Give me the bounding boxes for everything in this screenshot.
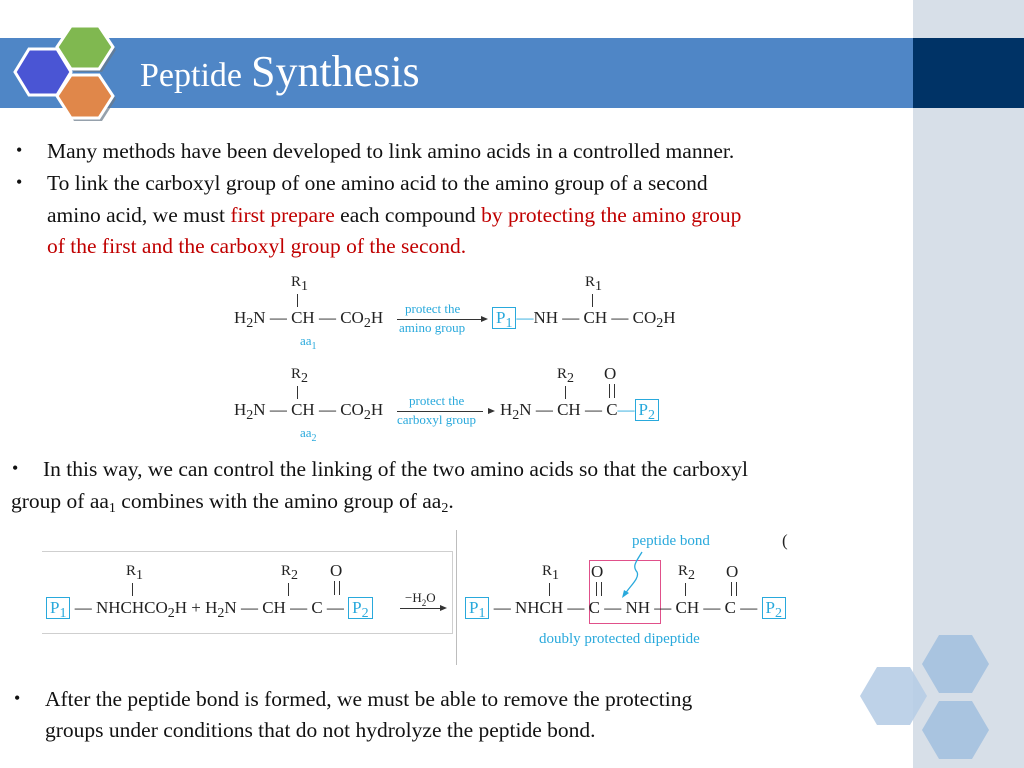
protecting-group-p2: $P_2$ (762, 597, 786, 619)
decorative-hexagons-icon (855, 625, 1024, 768)
bullet-2-line-3: of the first and the carboxyl group of the second. (47, 234, 467, 258)
bullet-3-line-2: group of $aa_1$ combines with the amino group of $aa_2$. (11, 489, 454, 516)
r1-substituent: $R_1$ (585, 274, 603, 294)
bond-line (297, 294, 298, 307)
peptide-bond-pointer-icon (610, 550, 650, 600)
double-bond (731, 582, 737, 596)
arrow-head-icon (481, 316, 488, 322)
carbonyl-oxygen: O (604, 364, 617, 383)
bullet-2-line-1: To link the carboxyl group of one amino acid to the amino group of a second (47, 171, 708, 195)
carbonyl-oxygen: O (726, 562, 739, 581)
slide-title (140, 44, 420, 104)
title-word-peptide: Peptide (140, 57, 242, 94)
bullet-4-line-2: groups under conditions that do not hydrolyze the peptide bond. (45, 718, 596, 742)
bond-line (297, 386, 298, 399)
protecting-group-p1: $P_1$ (492, 307, 516, 329)
highlight-protecting: by protecting the amino group (481, 203, 742, 227)
hexagon-logo-icon (0, 18, 125, 128)
bond-line (288, 583, 289, 596)
coupling-reactants-box (42, 551, 453, 634)
arrow-label-top: protect the (405, 301, 461, 316)
arrow-label-bottom: amino group (399, 320, 466, 335)
protecting-group-p2: $P_2$ (348, 597, 372, 619)
aa2-formula: $H_2N$ — CH — $CO_2H$ (234, 400, 384, 423)
bullet-2-line-2 (47, 200, 741, 231)
r2-substituent: $R_2$ (678, 563, 696, 583)
r2-substituent: $R_2$ (291, 366, 309, 386)
aa2-label: $aa_2$ (300, 425, 317, 444)
bond-line (549, 583, 550, 596)
reaction-arrow (400, 608, 442, 609)
r1-substituent: $R_1$ (291, 274, 309, 294)
text-segment: amino acid, we must (47, 203, 231, 227)
r1-substituent: $R_1$ (126, 563, 144, 583)
bullet-4-line-1: After the peptide bond is formed, we must be able to remove the protecting (45, 687, 693, 711)
title-word-synthesis: Synthesis (250, 47, 420, 96)
green-hexagon-icon (57, 26, 113, 69)
double-bond (334, 581, 340, 595)
diagram-divider (456, 530, 457, 665)
bond-line (565, 386, 566, 399)
minus-water-label: $-H_2O$ (405, 590, 436, 608)
arrow-label-bottom: carboxyl group (397, 412, 477, 427)
header-bar (0, 38, 913, 108)
bond-line (685, 583, 686, 596)
r2-substituent: $R_2$ (557, 366, 575, 386)
header-accent-block (913, 38, 1024, 108)
r2-substituent: $R_2$ (281, 563, 299, 583)
bullet-marker: • (12, 458, 19, 478)
bullet-marker: • (16, 172, 23, 192)
dipeptide-label: doubly protected dipeptide (539, 631, 700, 647)
protecting-group-p1: $P_1$ (46, 597, 70, 619)
arrow-label-top: protect the (409, 393, 465, 408)
protecting-group-p2: $P_2$ (635, 399, 659, 421)
bullet-marker: • (16, 140, 23, 160)
bullet-3-line-1: In this way, we can control the linking of the two amino acids so that the carboxyl (43, 457, 748, 481)
coupling-reactants-formula: $P_1$ — $NHCHCO_2H + H_2N$ — CH — C — $P_2$ (46, 597, 373, 619)
highlight-first-prepare: first prepare (230, 203, 335, 227)
bond-line (592, 294, 593, 307)
text-segment: each compound (334, 203, 482, 227)
bond-line (132, 583, 133, 596)
orange-hexagon-icon (57, 75, 113, 118)
bullet-1-text: Many methods have been developed to link amino acids in a controlled manner. (47, 139, 735, 163)
protecting-group-p1: $P_1$ (465, 597, 489, 619)
dipeptide-formula: $P_1$ — NHCH — C — NH — CH — C — $P_2$ (465, 597, 786, 619)
protected-aa2-formula: $H_2N$ — CH — C— $P_2$ (500, 399, 659, 421)
double-bond (609, 384, 615, 398)
bullet-marker: • (14, 688, 21, 708)
carbonyl-oxygen: O (330, 561, 343, 580)
r1-substituent: $R_1$ (542, 563, 560, 583)
aa1-label: $aa_1$ (300, 333, 317, 352)
aa1-formula: $H_2N$ — CH — $CO_2H$ (234, 308, 384, 331)
arrow-head-icon (488, 408, 495, 414)
double-bond (596, 582, 602, 596)
arrow-head-icon (440, 605, 447, 611)
protected-aa1-formula: $P_1$ —NH — CH — $CO_2H$ (492, 307, 676, 329)
carbonyl-oxygen: O (591, 562, 604, 581)
stray-parenthesis: ( (782, 531, 788, 550)
peptide-bond-label: peptide bond (632, 533, 710, 549)
